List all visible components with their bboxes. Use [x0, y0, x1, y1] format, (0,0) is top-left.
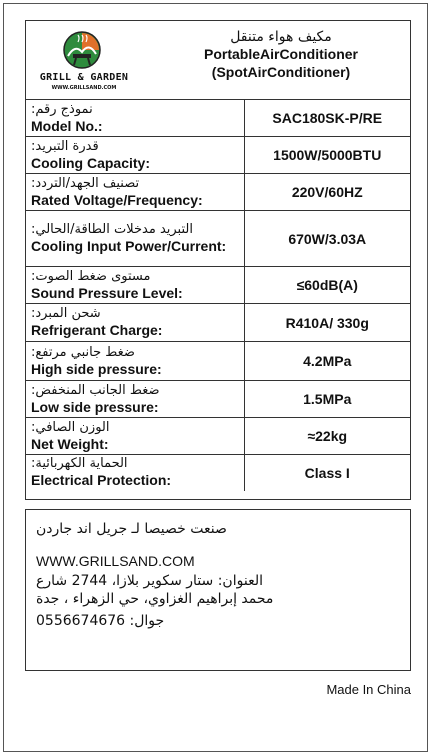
spec-label-english: Sound Pressure Level: — [31, 284, 183, 301]
brand-website: WWW.GRILLSAND.COM — [51, 85, 117, 91]
spec-label — [26, 342, 244, 381]
spec-label — [26, 381, 244, 418]
brand-name: GRILL & GARDEN — [39, 72, 129, 83]
spec-label-arabic: ضغط جانبي مرتفع: — [31, 344, 135, 360]
spec-label-arabic: نموذج رقم: — [31, 101, 93, 117]
spec-value: 1500W/5000BTU — [244, 137, 410, 174]
spec-label — [26, 211, 244, 267]
spec-value: 670W/3.03A — [244, 211, 410, 267]
spec-value: Class I — [244, 455, 410, 491]
manufacturer-phone: جوال: 0556674676 — [36, 613, 165, 629]
spec-row-refrigerant — [26, 304, 410, 342]
manufacturer-website: WWW.GRILLSAND.COM — [36, 553, 195, 569]
spec-label — [26, 455, 244, 491]
spec-value: ≈22kg — [244, 418, 410, 455]
product-subtitle-english: (SpotAirConditioner) — [211, 64, 351, 80]
spec-value: ≤60dB(A) — [244, 267, 410, 304]
spec-label-english: High side pressure: — [31, 360, 162, 377]
manufacturer-panel — [25, 509, 411, 671]
spec-value: SAC180SK-P/RE — [244, 100, 410, 137]
spec-row-input-power — [26, 211, 410, 267]
spec-label — [26, 174, 244, 211]
spec-label — [26, 100, 244, 137]
spec-table — [26, 99, 410, 491]
label-header — [26, 21, 410, 99]
spec-label-arabic: ضغط الجانب المنخفض: — [31, 382, 160, 398]
spec-label — [26, 304, 244, 342]
spec-row-electrical-protection — [26, 455, 410, 491]
spec-label-english: Electrical Protection: — [31, 472, 172, 489]
product-title — [156, 29, 406, 81]
spec-row-low-pressure — [26, 381, 410, 418]
spec-label — [26, 267, 244, 304]
spec-row-cooling-capacity — [26, 137, 410, 174]
spec-label-arabic: مستوى ضغط الصوت: — [31, 268, 151, 284]
made-in-text: Made In China — [326, 682, 411, 697]
product-title-arabic: مكيف هواء متنقل — [230, 29, 332, 45]
spec-label — [26, 418, 244, 455]
spec-row-high-pressure — [26, 342, 410, 381]
spec-panel — [25, 20, 411, 500]
spec-row-net-weight — [26, 418, 410, 455]
spec-label-english: Low side pressure: — [31, 398, 159, 415]
spec-label-arabic: تصنيف الجهد/التردد: — [31, 175, 140, 191]
spec-value: 1.5MPa — [244, 381, 410, 418]
spec-row-model — [26, 100, 410, 137]
brand-logo — [34, 30, 134, 98]
spec-label-english: Model No.: — [31, 117, 103, 134]
spec-label-arabic: الوزن الصافي: — [31, 419, 110, 435]
spec-label-arabic: قدرة التبريد: — [31, 138, 99, 154]
spec-value: 4.2MPa — [244, 342, 410, 381]
spec-value: R410A/ 330g — [244, 304, 410, 342]
made-for-text: صنعت خصيصا لـ جريل اند جاردن — [36, 521, 227, 537]
manufacturer-address: العنوان: ستار سكوير بلازا، 2744 شارع محمد إبراهيم الغزاوي، حي الزهراء ، جدة — [36, 573, 274, 607]
product-title-english: PortableAirConditioner — [203, 46, 358, 62]
spec-row-sound — [26, 267, 410, 304]
spec-label-english: Rated Voltage/Frequency: — [31, 191, 203, 208]
spec-label-english: Refrigerant Charge: — [31, 322, 163, 338]
spec-label-english: Net Weight: — [31, 435, 109, 452]
spec-label-english: Cooling Input Power/Current: — [31, 238, 227, 254]
grill-logo-icon — [62, 30, 102, 70]
spec-label-arabic: شحن المبرد: — [31, 306, 101, 321]
spec-label-arabic: الحماية الكهربائية: — [31, 456, 128, 472]
spec-label-arabic: التبريد مدخلات الطاقة/الحالي: — [31, 222, 193, 237]
spec-value: 220V/60HZ — [244, 174, 410, 211]
spec-label-english: Cooling Capacity: — [31, 154, 151, 171]
spec-row-voltage — [26, 174, 410, 211]
spec-label — [26, 137, 244, 174]
